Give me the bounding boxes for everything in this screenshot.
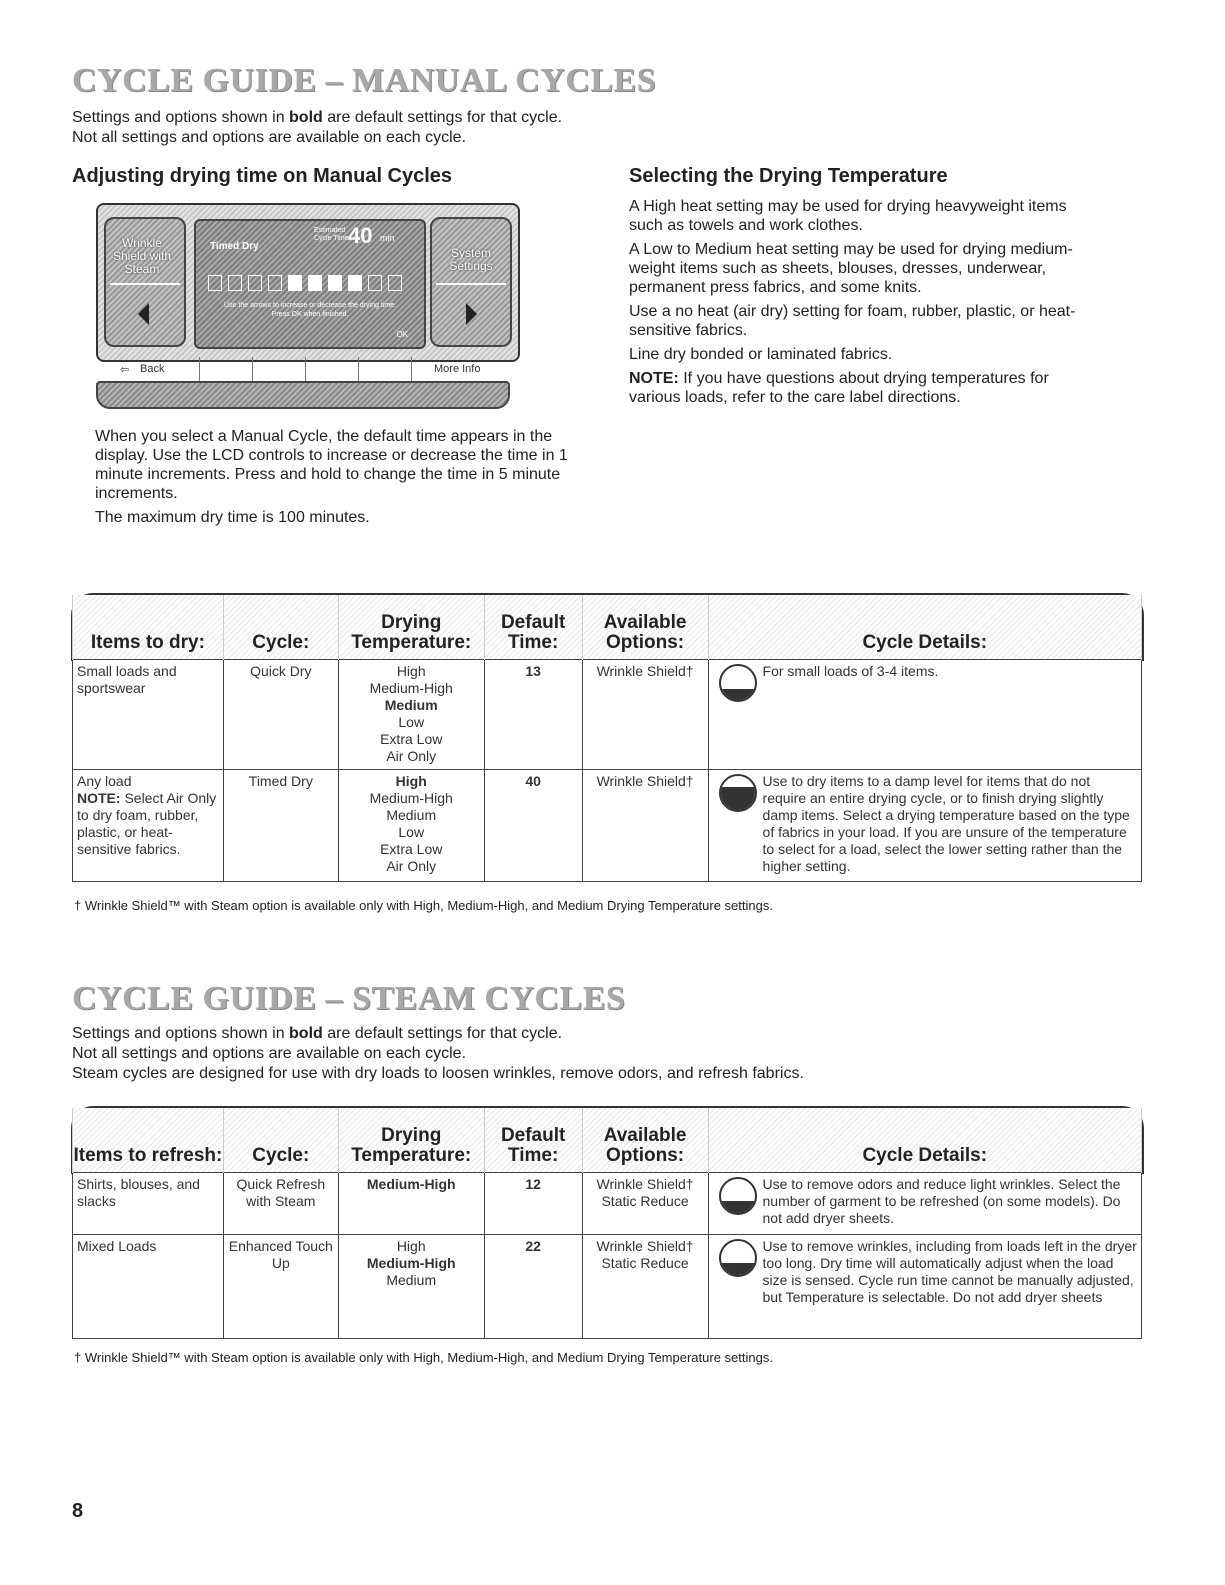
time-segment — [348, 275, 362, 291]
header-items: Items to refresh: — [73, 1108, 224, 1172]
adjusting-time-heading: Adjusting drying time on Manual Cycles — [72, 165, 453, 187]
time-cell: 40 — [484, 769, 582, 881]
items-cell: Shirts, blouses, and slacks — [73, 1172, 224, 1234]
cycle-cell: Quick Refresh with Steam — [223, 1172, 338, 1234]
screen-cycle-name: Timed Dry — [210, 241, 259, 252]
dryness-level-icon — [719, 1239, 757, 1277]
lcd-screen — [194, 219, 426, 349]
options-cell: Wrinkle Shield† Static Reduce — [582, 1172, 708, 1234]
options-cell: Wrinkle Shield† Static Reduce — [582, 1234, 708, 1338]
time-segment — [288, 275, 302, 291]
items-cell: Any load NOTE: Select Air Only to dry foam, rubber, plastic, or heat-sensitive fabrics. — [73, 769, 224, 881]
header-temperature: Drying Temperature: — [338, 595, 484, 659]
items-cell: Mixed Loads — [73, 1234, 224, 1338]
options-cell: Wrinkle Shield† — [582, 769, 708, 881]
table-header-row — [73, 595, 1142, 659]
details-cell: Use to remove odors and reduce light wrinkles. Select the number of garment to be refreshed (on some models). Do not add dryer sheets. — [708, 1172, 1141, 1234]
system-settings-button — [430, 217, 512, 347]
details-cell: Use to remove wrinkles, including from loads left in the dryer too long. Dry time will automatically adjust when the load size is sensed. Cycle run time cannot be manually adjusted, but Temperature is selectable. Do not add dryer sheets — [708, 1234, 1141, 1338]
steam-section-title: CYCLE GUIDE – STEAM CYCLES — [72, 980, 626, 1017]
header-items: Items to dry: — [73, 595, 224, 659]
arrow-left-icon — [138, 303, 149, 325]
steam-footnote: † Wrinkle Shield™ with Steam option is available only with High, Medium-High, and Medium Drying Temperature settings. — [74, 1350, 773, 1365]
header-time: Default Time: — [484, 1108, 582, 1172]
steam-intro: Settings and options shown in bold are default settings for that cycle. Not all settings and options are available on each cycle. Steam cycles are designed for use with dry loads to loosen wrinkles, remove odors, and refresh fabrics. — [72, 1025, 804, 1082]
time-cell: 22 — [484, 1234, 582, 1338]
time-segment — [328, 275, 342, 291]
steam-cycle-table — [72, 1108, 1142, 1339]
header-options: Available Options: — [582, 1108, 708, 1172]
time-segment — [248, 275, 262, 291]
header-details: Cycle Details: — [708, 1108, 1141, 1172]
drying-temperature-text: A High heat setting may be used for drying heavyweight items such as towels and work clothes. A Low to Medium heat setting may be used for drying medium-weight items such as sheets, blouses, dresses, underwear, permanent press fabrics, and some knits. Use a no heat (air dry) setting for foam, rubber, plastic, or heat-sensitive fabrics. Line dry bonded or laminated fabrics. NOTE: If you have questions about drying temperatures for various loads, refer to the care label directions. — [629, 198, 1076, 406]
temperature-cell: High Medium-High Medium Low Extra Low Air Only — [338, 659, 484, 769]
header-options: Available Options: — [582, 595, 708, 659]
time-segment — [228, 275, 242, 291]
time-segment — [368, 275, 382, 291]
table-row — [73, 1234, 1142, 1338]
time-segment — [308, 275, 322, 291]
cycle-cell: Enhanced Touch Up — [223, 1234, 338, 1338]
screen-instructions: Use the arrows to increase or decrease the drying time. Press OK when finished. — [224, 302, 396, 318]
table-header-row — [73, 1108, 1142, 1172]
dryness-level-icon — [719, 1177, 757, 1215]
table-row — [73, 1172, 1142, 1234]
time-cell: 12 — [484, 1172, 582, 1234]
time-cell: 13 — [484, 659, 582, 769]
manual-cycle-table — [72, 595, 1142, 882]
drying-temperature-heading: Selecting the Drying Temperature — [629, 165, 948, 187]
page-number: 8 — [72, 1500, 84, 1522]
more-info-label: More Info — [434, 363, 481, 375]
system-settings-label: System Settings — [449, 246, 493, 273]
screen-estimated-label: Estimated Cycle Time — [314, 227, 349, 242]
manual-footnote: † Wrinkle Shield™ with Steam option is available only with High, Medium-High, and Medium Drying Temperature settings. — [74, 898, 773, 913]
dryness-level-icon — [719, 664, 757, 702]
details-cell: Use to dry items to a damp level for items that do not require an entire drying cycle, or to finish drying slightly damp items. Select a drying temperature based on the type of fabrics in your load. If you are unsure of the temperature to select for a load, select the lower setting rather than the higher setting. — [708, 769, 1141, 881]
table-row — [73, 659, 1142, 769]
panel-base — [96, 381, 510, 409]
button-divider — [436, 283, 506, 285]
header-details: Cycle Details: — [708, 595, 1141, 659]
header-cycle: Cycle: — [223, 595, 338, 659]
wrinkle-shield-button — [104, 217, 186, 347]
dryness-level-icon — [719, 774, 757, 812]
cycle-cell: Quick Dry — [223, 659, 338, 769]
header-temperature: Drying Temperature: — [338, 1108, 484, 1172]
wrinkle-shield-label: Wrinkle Shield with Steam — [112, 236, 172, 276]
arrow-right-icon — [466, 303, 477, 325]
details-cell: For small loads of 3-4 items. — [708, 659, 1141, 769]
back-label: Back — [140, 363, 165, 375]
button-divider — [110, 283, 180, 285]
header-cycle: Cycle: — [223, 1108, 338, 1172]
time-segment — [268, 275, 282, 291]
time-segment — [388, 275, 402, 291]
cycle-cell: Timed Dry — [223, 769, 338, 881]
temperature-cell: High Medium-High Medium Low Extra Low Air Only — [338, 769, 484, 881]
temperature-cell: Medium-High — [338, 1172, 484, 1234]
options-cell: Wrinkle Shield† — [582, 659, 708, 769]
screen-unit: min — [380, 233, 395, 243]
manual-section-title: CYCLE GUIDE – MANUAL CYCLES — [72, 62, 657, 99]
back-arrow-icon: ⇦ — [120, 364, 130, 376]
temperature-cell: High Medium-High Medium — [338, 1234, 484, 1338]
adjusting-time-text: When you select a Manual Cycle, the default time appears in the display. Use the LCD controls to increase or decrease the time in 1 minute increments. Press and hold to change the time in 5 minute increments. The maximum dry time is 100 minutes. — [95, 428, 568, 526]
screen-ok-button: OK — [396, 330, 408, 339]
manual-intro: Settings and options shown in bold are default settings for that cycle. Not all settings and options are available on each cycle. — [72, 109, 563, 146]
screen-time: 40 — [348, 223, 373, 248]
items-cell: Small loads and sportswear — [73, 659, 224, 769]
header-time: Default Time: — [484, 595, 582, 659]
panel-bottom-strip — [96, 357, 510, 409]
table-row — [73, 769, 1142, 881]
time-segment — [208, 275, 222, 291]
control-panel-illustration — [96, 203, 520, 362]
